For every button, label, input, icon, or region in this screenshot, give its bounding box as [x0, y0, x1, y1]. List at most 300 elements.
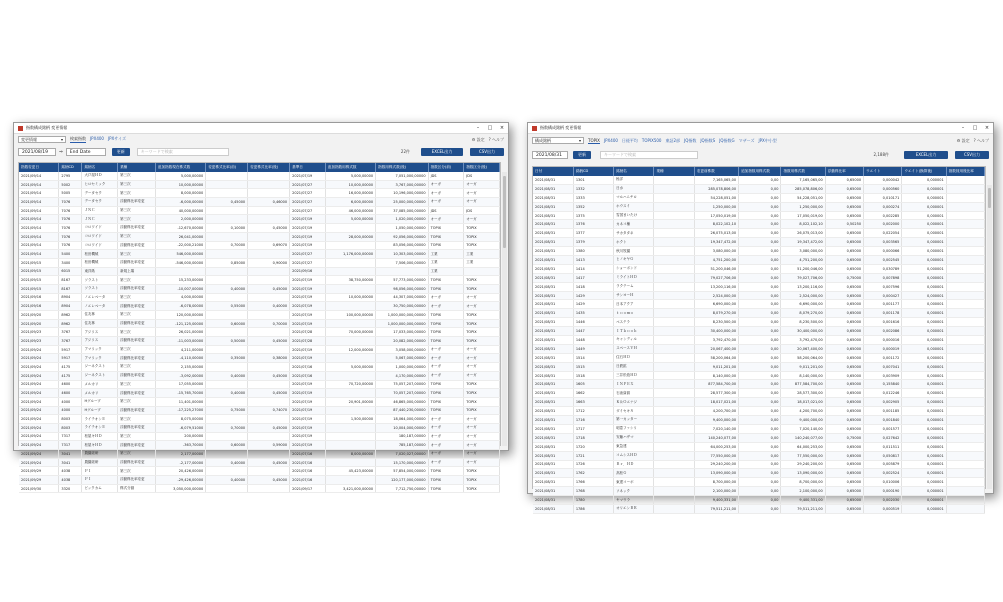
table-row[interactable]	[533, 336, 985, 345]
table-cell	[325, 337, 375, 346]
table-cell	[654, 442, 694, 451]
table-cell: 3041	[59, 458, 82, 467]
table-row[interactable]	[533, 504, 985, 513]
table-cell: 0,000001	[902, 442, 946, 451]
column-header[interactable]: 銘柄名	[614, 167, 654, 176]
table-cell: 7076	[59, 198, 82, 207]
table-cell	[248, 363, 290, 372]
table-cell: TOPIX	[428, 476, 464, 485]
table-row[interactable]	[19, 172, 500, 180]
table-cell: 9,400,331,00	[694, 496, 738, 505]
table-cell	[654, 424, 694, 433]
column-header[interactable]: 追加指数用株式数	[739, 167, 781, 176]
table-row[interactable]	[19, 397, 500, 406]
close-button[interactable]: ×	[984, 125, 990, 131]
table-cell	[654, 264, 694, 273]
table-cell: メルカリ	[82, 389, 118, 398]
table-row[interactable]	[533, 371, 985, 380]
table-cell: 0,002086	[864, 327, 902, 336]
mode-select[interactable]	[18, 136, 66, 143]
table-cell: 1333	[573, 193, 613, 202]
settings-link[interactable]: ⚙ 設定	[471, 136, 485, 142]
table-row[interactable]	[533, 211, 985, 220]
table-cell: 0,000001	[902, 309, 946, 318]
table-cell	[654, 282, 694, 291]
table-cell: 第三次	[118, 397, 156, 406]
table-cell: 37,085,000,00000	[376, 206, 428, 215]
table-cell: 17,050,019,00	[694, 211, 738, 220]
table-row[interactable]	[19, 215, 500, 224]
table-cell: 2021/09/24	[19, 380, 59, 389]
table-row[interactable]	[533, 256, 985, 265]
scrollbar-thumb[interactable]	[988, 188, 991, 208]
table-cell: JDS	[464, 206, 500, 215]
mode-select[interactable]	[532, 137, 584, 144]
table-cell	[325, 284, 375, 293]
column-header[interactable]: 浮動株比率	[825, 167, 863, 176]
table-cell: 13,200,116,00	[781, 282, 825, 291]
table-cell	[654, 487, 694, 496]
table-cell	[946, 282, 984, 291]
table-cell: 2021/07/19	[290, 276, 326, 285]
table-row[interactable]	[533, 220, 985, 229]
column-header[interactable]: ウエイト	[864, 167, 902, 176]
table-cell: 2021/07/27	[290, 250, 326, 259]
table-cell: 7,020,027,00000	[376, 450, 428, 459]
table-row[interactable]	[533, 496, 985, 505]
table-cell	[946, 389, 984, 398]
table-cell: 1721	[573, 451, 613, 460]
table-cell: 1418	[573, 282, 613, 291]
table-cell: 0,001172	[864, 353, 902, 362]
scrollbar-thumb[interactable]	[503, 176, 506, 248]
table-row[interactable]	[533, 238, 985, 247]
excel-export-button[interactable]: EXCEL出力	[421, 148, 463, 156]
column-header[interactable]: 追加指数用株式数	[325, 163, 375, 172]
table-cell: 農園総研	[82, 458, 118, 467]
table-cell: 0,65000	[825, 327, 863, 336]
table-cell	[248, 250, 290, 259]
table-row[interactable]	[533, 184, 985, 193]
table-cell: 0,00	[739, 291, 781, 300]
start-date-input[interactable]: 2021/08/19	[18, 148, 56, 156]
table-cell: 工業	[464, 250, 500, 259]
table-row[interactable]	[533, 291, 985, 300]
table-row[interactable]	[533, 176, 985, 184]
table-cell: オーガ	[428, 189, 464, 198]
table-cell: 8003	[59, 423, 82, 432]
table-cell: オーガ	[428, 345, 464, 354]
table-row[interactable]	[19, 293, 500, 302]
index-tab[interactable]: TOPIX	[588, 137, 600, 143]
table-cell: 5002	[59, 180, 82, 189]
table-row[interactable]	[19, 250, 500, 259]
index-tab[interactable]: JQ指数G	[719, 137, 735, 143]
table-cell: 0,000001	[902, 202, 946, 211]
table-row[interactable]	[533, 273, 985, 282]
table-row[interactable]	[533, 264, 985, 273]
table-cell	[206, 311, 248, 320]
column-header[interactable]: 日付	[533, 167, 573, 176]
table-cell	[946, 460, 984, 469]
help-link[interactable]: ? ヘルプ	[973, 137, 989, 143]
table-cell	[206, 206, 248, 215]
action-bar	[528, 147, 993, 163]
table-row[interactable]	[19, 389, 500, 398]
table-cell: 8,000,00000	[325, 450, 375, 459]
table-cell: 0,00	[739, 362, 781, 371]
table-cell: 0,000001	[902, 344, 946, 353]
table-cell: 6015	[59, 267, 82, 276]
table-cell: 0,002905	[864, 398, 902, 407]
csv-export-button[interactable]: CSV出力	[470, 148, 504, 156]
index-tab[interactable]: JPXサイズ	[107, 136, 126, 141]
minimize-button[interactable]: –	[961, 125, 965, 131]
table-cell: 3,792,470,00	[781, 336, 825, 345]
table-cell: 2021/08/31	[533, 256, 573, 265]
table-cell: 0,55000	[206, 302, 248, 311]
table-row[interactable]	[19, 328, 500, 337]
table-cell: 0,75000	[825, 433, 863, 442]
table-cell: 64,000,253,00	[781, 442, 825, 451]
table-row[interactable]	[533, 433, 985, 442]
table-cell: 3041	[59, 450, 82, 459]
table-cell: コムシスＨＤ	[614, 451, 654, 460]
settings-link[interactable]: ⚙ 設定	[956, 137, 970, 143]
table-row[interactable]	[533, 344, 985, 353]
table-row[interactable]	[533, 407, 985, 416]
table-cell: 0,45000	[248, 224, 290, 233]
column-header[interactable]: 指数用株式数	[781, 167, 825, 176]
table-cell: 0,000274	[864, 202, 902, 211]
date-input[interactable]: 2021/08/31	[532, 151, 568, 159]
table-cell	[946, 469, 984, 478]
table-cell: 2,524,000,00	[694, 291, 738, 300]
table-row[interactable]	[19, 311, 500, 320]
table-row[interactable]	[533, 442, 985, 451]
table-row[interactable]	[533, 318, 985, 327]
table-row[interactable]	[19, 345, 500, 354]
table-cell: 第三次	[118, 276, 156, 285]
table-cell: 13,090,000,00	[781, 469, 825, 478]
table-row[interactable]	[19, 267, 500, 276]
table-row[interactable]	[19, 189, 500, 198]
column-header[interactable]: 指数採用後比率	[946, 167, 984, 176]
table-cell: 17,050,019,00	[781, 211, 825, 220]
column-header[interactable]: 銘柄CD	[573, 167, 613, 176]
index-tab[interactable]: JPX400	[603, 137, 618, 143]
column-header[interactable]: 変更株式比率(後)	[248, 163, 290, 172]
table-cell: 0,00	[739, 416, 781, 425]
table-cell: 2021/08/31	[533, 389, 573, 398]
table-cell: 0,000001	[902, 389, 946, 398]
index-tab[interactable]: 検索指数	[70, 136, 86, 141]
index-tab[interactable]: JPX中小型	[758, 137, 777, 143]
table-row[interactable]	[533, 309, 985, 318]
table-cell: 70,720,00000	[325, 380, 375, 389]
table-row[interactable]	[19, 180, 500, 189]
table-cell: 第三次	[118, 180, 156, 189]
table-cell: 第一カッター	[614, 416, 654, 425]
table-row[interactable]	[19, 415, 500, 424]
table-cell: TOPIX	[464, 337, 500, 346]
table-cell: TOPIX	[464, 328, 500, 337]
column-header[interactable]: 業種	[654, 167, 694, 176]
table-row[interactable]	[19, 224, 500, 233]
table-cell: 0,000001	[902, 229, 946, 238]
table-cell	[248, 484, 290, 493]
index-tab[interactable]: 東証2部	[665, 137, 681, 143]
table-cell	[206, 172, 248, 180]
index-tab[interactable]: JQ指数S	[700, 137, 716, 143]
table-cell: 0,65000	[825, 264, 863, 273]
table-cell	[654, 300, 694, 309]
column-header[interactable]: 指数区分(前)	[428, 163, 464, 172]
search-input[interactable]: キーワードで検索	[137, 148, 229, 156]
table-cell	[946, 362, 984, 371]
column-header[interactable]: 指数変更日	[19, 163, 59, 172]
table-row[interactable]	[19, 423, 500, 432]
table-cell: 0,001577	[864, 424, 902, 433]
table-cell: 44,307,000,00000	[376, 293, 428, 302]
table-row[interactable]	[19, 354, 500, 363]
close-button[interactable]: ×	[499, 125, 505, 131]
table-cell	[946, 184, 984, 193]
table-row[interactable]	[19, 484, 500, 493]
index-tabs	[70, 136, 126, 143]
table-row[interactable]	[19, 241, 500, 250]
table-row[interactable]	[533, 469, 985, 478]
table-row[interactable]	[19, 380, 500, 389]
table-cell: TOPIX	[428, 232, 464, 241]
table-cell: ノエレベータ	[82, 302, 118, 311]
table-cell: 浮動株比率変更	[118, 258, 156, 267]
csv-export-button[interactable]: CSV出力	[955, 151, 989, 159]
table-cell: 0,000190	[864, 487, 902, 496]
table-cell: 0,00	[739, 487, 781, 496]
table-cell: 51,200,046,00	[781, 264, 825, 273]
table-cell: 2021/07/19	[290, 397, 326, 406]
maximize-button[interactable]: □	[487, 125, 493, 131]
table-cell	[376, 267, 428, 276]
table-cell: 0,65000	[825, 336, 863, 345]
table-row[interactable]	[19, 258, 500, 267]
table-cell: 浮動株比率変更	[118, 198, 156, 207]
table-cell: 2021/08/31	[533, 398, 573, 407]
table-row[interactable]	[533, 487, 985, 496]
table-cell: 2021/08/31	[533, 371, 573, 380]
table-cell: ＩＮＰＥＸ	[614, 380, 654, 389]
table-row[interactable]	[19, 432, 500, 441]
column-header[interactable]: 銘柄CD	[59, 163, 82, 172]
table-row[interactable]	[533, 389, 985, 398]
column-header[interactable]: 変更株式比率(前)	[206, 163, 248, 172]
title-bar	[528, 123, 993, 134]
table-cell: 2021/07/19	[290, 241, 326, 250]
table-cell: 2021/09/15	[19, 258, 59, 267]
update-button[interactable]: 更新	[112, 148, 130, 156]
table-cell: 79,511,211,00	[694, 504, 738, 513]
table-row[interactable]	[533, 229, 985, 238]
table-row[interactable]	[533, 282, 985, 291]
table-cell: オーガ	[428, 354, 464, 363]
column-header[interactable]: 追加指数現在株式数	[155, 163, 205, 172]
table-cell	[206, 450, 248, 459]
table-cell	[248, 206, 290, 215]
table-row[interactable]	[19, 371, 500, 380]
column-header[interactable]: 業種	[118, 163, 156, 172]
table-cell	[206, 397, 248, 406]
table-cell: 20,082,000,00000	[376, 337, 428, 346]
update-button[interactable]: 更新	[573, 151, 591, 159]
table-row[interactable]	[533, 478, 985, 487]
table-row[interactable]	[19, 284, 500, 293]
table-cell: 3,792,470,00	[694, 336, 738, 345]
table-cell: -29,426,00000	[155, 476, 205, 485]
table-row[interactable]	[533, 193, 985, 202]
table-cell: 9,400,000,00	[694, 416, 738, 425]
table-cell: 11,401,00000	[155, 397, 205, 406]
table-cell: 1514	[573, 353, 613, 362]
table-row[interactable]	[19, 198, 500, 207]
table-cell	[248, 276, 290, 285]
end-date-input[interactable]: End Date	[66, 148, 106, 156]
table-cell: 5,000,00000	[325, 215, 375, 224]
table-row[interactable]	[19, 450, 500, 459]
table-row[interactable]	[19, 232, 500, 241]
table-cell: 浮動株比率変更	[118, 423, 156, 432]
table-cell: 3,058,000,00000	[376, 345, 428, 354]
table-cell: 第三次	[118, 250, 156, 259]
table-cell: 7076	[59, 215, 82, 224]
table-cell: 2021/09/17	[290, 484, 326, 493]
table-row[interactable]	[533, 398, 985, 407]
column-header[interactable]: ウエイト(換算後)	[902, 167, 946, 176]
table-cell: 第三次	[118, 432, 156, 441]
table-row[interactable]	[19, 476, 500, 485]
column-header[interactable]: 銘柄名	[82, 163, 118, 172]
index-tab[interactable]: JQ指数	[684, 137, 697, 143]
table-row[interactable]	[533, 247, 985, 256]
index-tab[interactable]: マザーズ	[738, 137, 755, 143]
table-row[interactable]	[533, 380, 985, 389]
table-cell: オーガ	[464, 215, 500, 224]
table-cell: 0,001178	[864, 309, 902, 318]
table-cell: 2021/09/24	[19, 458, 59, 467]
table-row[interactable]	[533, 424, 985, 433]
table-cell: 2021/09/24	[19, 389, 59, 398]
table-row[interactable]	[533, 460, 985, 469]
table-cell: 8167	[59, 276, 82, 285]
vertical-scrollbar[interactable]	[502, 172, 507, 446]
table-cell: ヒロセミック	[82, 180, 118, 189]
index-tabs	[588, 138, 777, 144]
column-header[interactable]: 基準日	[290, 163, 326, 172]
table-row[interactable]	[533, 327, 985, 336]
index-tab[interactable]: TOPIX500	[641, 137, 662, 143]
table-cell: 0,007041	[864, 362, 902, 371]
table-cell: 浮動株比率変更	[118, 389, 156, 398]
table-cell: 4038	[59, 476, 82, 485]
table-cell: 10,000,00000	[325, 293, 375, 302]
table-row[interactable]	[19, 337, 500, 346]
maximize-button[interactable]: □	[972, 125, 978, 131]
table-cell: 0,010006	[864, 478, 902, 487]
table-row[interactable]	[533, 362, 985, 371]
table-row[interactable]	[19, 406, 500, 415]
table-cell: 雪国まいたけ	[614, 211, 654, 220]
table-cell: 2021/07/19	[290, 354, 326, 363]
table-row[interactable]	[533, 451, 985, 460]
column-header[interactable]: 指数用株式数(後)	[376, 163, 428, 172]
table-row[interactable]	[19, 363, 500, 372]
table-cell: 0,65000	[825, 451, 863, 460]
table-cell: 0,65000	[825, 478, 863, 487]
table-row[interactable]	[533, 416, 985, 425]
table-row[interactable]	[19, 319, 500, 328]
table-cell: 1663	[573, 398, 613, 407]
index-tab[interactable]: 日経平均	[621, 137, 638, 143]
vertical-scrollbar[interactable]	[987, 185, 992, 489]
table-cell	[654, 238, 694, 247]
column-header[interactable]: 変更前株数	[694, 167, 738, 176]
table-cell: 2021/07/16	[290, 363, 326, 372]
table-cell	[654, 176, 694, 184]
help-link[interactable]: ? ヘルプ	[488, 136, 504, 142]
table-cell: 9,400,000,00	[781, 416, 825, 425]
table-cell: ノエレベータ	[82, 293, 118, 302]
change-info-window	[13, 122, 509, 491]
table-row[interactable]	[533, 202, 985, 211]
table-row[interactable]	[19, 467, 500, 476]
table-row[interactable]	[19, 302, 500, 311]
table-cell: 0,002545	[864, 256, 902, 265]
table-cell: 株式分割	[118, 484, 156, 493]
table-cell: 3767	[59, 337, 82, 346]
table-row[interactable]	[19, 441, 500, 450]
table-cell: 8,140,000,00	[781, 371, 825, 380]
table-cell: 0,00	[739, 220, 781, 229]
minimize-button[interactable]: –	[476, 125, 480, 131]
table-cell: ベステラ	[614, 318, 654, 327]
table-row[interactable]	[19, 206, 500, 215]
table-cell: 1515	[573, 362, 613, 371]
table-cell: 0,002030	[864, 496, 902, 505]
table-cell: 0,155840	[864, 380, 902, 389]
table-cell: 2,155,00000	[155, 363, 205, 372]
table-cell: 2021/07/28	[290, 328, 326, 337]
table-cell: 6,690,000,00	[694, 300, 738, 309]
table-cell: TOPIX	[428, 328, 464, 337]
table-row[interactable]	[19, 276, 500, 285]
table-row[interactable]	[533, 353, 985, 362]
table-cell: 26,075,013,00	[694, 229, 738, 238]
excel-export-button[interactable]: EXCEL出力	[904, 151, 948, 159]
table-cell: 2021/08/31	[533, 300, 573, 309]
table-cell: 第三次	[118, 172, 156, 180]
column-header[interactable]: 指数区分(後)	[464, 163, 500, 172]
constituents-table	[532, 166, 986, 511]
table-cell: 1,500,00000	[325, 415, 375, 424]
table-cell: オーガ	[428, 415, 464, 424]
search-input[interactable]: キーワードで検索	[600, 151, 698, 159]
table-cell: 2021/09/14	[19, 241, 59, 250]
table-row[interactable]	[533, 300, 985, 309]
index-tab[interactable]: JPX400	[90, 136, 104, 141]
table-row[interactable]	[19, 458, 500, 467]
table-cell: コロワイド	[82, 224, 118, 233]
table-cell	[206, 328, 248, 337]
